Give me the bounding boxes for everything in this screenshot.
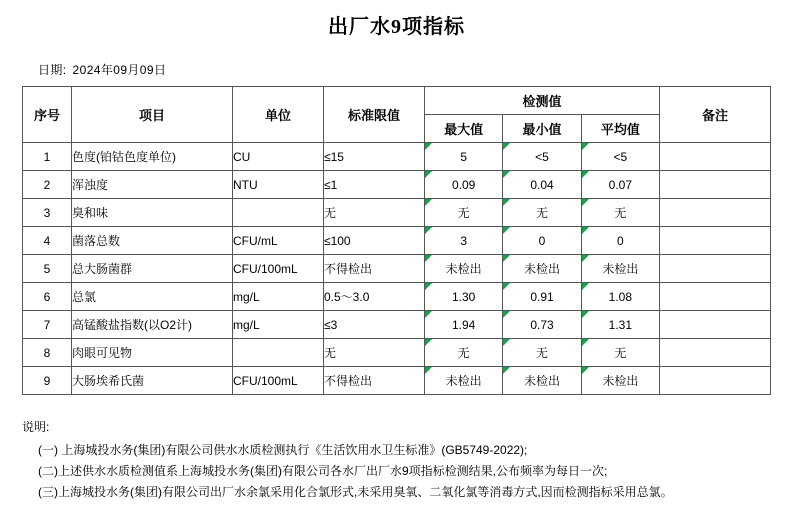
cell-max: 无 xyxy=(425,199,503,227)
cell-avg: 无 xyxy=(581,199,659,227)
cell-limit: 无 xyxy=(324,199,425,227)
cell-no: 2 xyxy=(23,171,72,199)
table-head xyxy=(23,87,771,143)
cell-max: 3 xyxy=(425,227,503,255)
cell-max: 0.09 xyxy=(425,171,503,199)
cell-max: 未检出 xyxy=(425,255,503,283)
cell-avg: 1.08 xyxy=(581,283,659,311)
header-avg: 平均值 xyxy=(581,115,659,143)
cell-item: 色度(铂钴色度单位) xyxy=(72,143,233,171)
cell-no: 5 xyxy=(23,255,72,283)
header-limit: 标准限值 xyxy=(324,87,425,143)
header-remark: 备注 xyxy=(660,87,771,143)
cell-item: 菌落总数 xyxy=(72,227,233,255)
cell-min: <5 xyxy=(503,143,581,171)
cell-remark xyxy=(660,367,771,395)
cell-min: 0.04 xyxy=(503,171,581,199)
cell-remark xyxy=(660,339,771,367)
header-unit: 单位 xyxy=(233,87,324,143)
cell-unit: CFU/100mL xyxy=(233,367,324,395)
cell-item: 大肠埃希氏菌 xyxy=(72,367,233,395)
date-value: 2024年09月09日 xyxy=(72,63,167,77)
cell-limit: 不得检出 xyxy=(324,367,425,395)
header-min: 最小值 xyxy=(503,115,581,143)
table-row xyxy=(23,199,771,227)
cell-no: 7 xyxy=(23,311,72,339)
cell-remark xyxy=(660,171,771,199)
cell-item: 高锰酸盐指数(以O2计) xyxy=(72,311,233,339)
cell-unit: NTU xyxy=(233,171,324,199)
cell-avg: 0 xyxy=(581,227,659,255)
cell-item: 浑浊度 xyxy=(72,171,233,199)
table-header-row-1 xyxy=(23,87,771,115)
report-table xyxy=(22,86,771,395)
cell-unit: CU xyxy=(233,143,324,171)
table-row xyxy=(23,255,771,283)
cell-no: 3 xyxy=(23,199,72,227)
cell-min: 未检出 xyxy=(503,255,581,283)
cell-limit: 无 xyxy=(324,339,425,367)
cell-avg: <5 xyxy=(581,143,659,171)
page-title: 出厂水9项指标 xyxy=(328,16,465,38)
cell-remark xyxy=(660,283,771,311)
cell-min: 0.91 xyxy=(503,283,581,311)
cell-avg: 未检出 xyxy=(581,255,659,283)
date-label: 日期: xyxy=(38,63,67,77)
cell-min: 无 xyxy=(503,339,581,367)
cell-avg: 1.31 xyxy=(581,311,659,339)
cell-max: 未检出 xyxy=(425,367,503,395)
cell-avg: 未检出 xyxy=(581,367,659,395)
cell-unit xyxy=(233,339,324,367)
cell-avg: 0.07 xyxy=(581,171,659,199)
header-max: 最大值 xyxy=(425,115,503,143)
cell-remark xyxy=(660,227,771,255)
cell-no: 8 xyxy=(23,339,72,367)
table-row xyxy=(23,311,771,339)
cell-limit: 不得检出 xyxy=(324,255,425,283)
note-line-1: (一) 上海城投水务(集团)有限公司供水水质检测执行《生活饮用水卫生标准》(GB5749-2022); xyxy=(38,443,528,457)
note-line-2: (二)上述供水水质检测值系上海城投水务(集团)有限公司各水厂出厂水9项指标检测结果,公布频率为每日一次; xyxy=(38,464,608,478)
cell-avg: 无 xyxy=(581,339,659,367)
cell-min: 0 xyxy=(503,227,581,255)
cell-unit: mg/L xyxy=(233,311,324,339)
table-body xyxy=(23,143,771,395)
table-row xyxy=(23,339,771,367)
header-detected: 检测值 xyxy=(425,87,660,115)
table-row xyxy=(23,171,771,199)
table-row xyxy=(23,143,771,171)
report-table-wrap xyxy=(22,86,771,395)
cell-max: 无 xyxy=(425,339,503,367)
cell-no: 4 xyxy=(23,227,72,255)
header-item: 项目 xyxy=(72,87,233,143)
cell-unit: mg/L xyxy=(233,283,324,311)
table-row xyxy=(23,367,771,395)
notes-section xyxy=(22,417,793,503)
cell-item: 臭和味 xyxy=(72,199,233,227)
cell-max: 1.30 xyxy=(425,283,503,311)
cell-remark xyxy=(660,199,771,227)
header-no: 序号 xyxy=(23,87,72,143)
cell-unit: CFU/100mL xyxy=(233,255,324,283)
cell-limit: ≤100 xyxy=(324,227,425,255)
cell-unit xyxy=(233,199,324,227)
cell-remark xyxy=(660,143,771,171)
cell-limit: 0.5～3.0 xyxy=(324,283,425,311)
cell-no: 6 xyxy=(23,283,72,311)
document-page xyxy=(0,10,793,520)
cell-limit: ≤1 xyxy=(324,171,425,199)
cell-unit: CFU/mL xyxy=(233,227,324,255)
cell-no: 1 xyxy=(23,143,72,171)
cell-item: 肉眼可见物 xyxy=(72,339,233,367)
cell-remark xyxy=(660,311,771,339)
cell-max: 1.94 xyxy=(425,311,503,339)
table-row xyxy=(23,227,771,255)
cell-item: 总氯 xyxy=(72,283,233,311)
date-row xyxy=(38,61,793,78)
cell-limit: ≤3 xyxy=(324,311,425,339)
cell-min: 无 xyxy=(503,199,581,227)
notes-title: 说明: xyxy=(22,420,50,434)
table-row xyxy=(23,283,771,311)
cell-min: 0.73 xyxy=(503,311,581,339)
cell-item: 总大肠菌群 xyxy=(72,255,233,283)
cell-remark xyxy=(660,255,771,283)
cell-max: 5 xyxy=(425,143,503,171)
cell-min: 未检出 xyxy=(503,367,581,395)
cell-no: 9 xyxy=(23,367,72,395)
cell-limit: ≤15 xyxy=(324,143,425,171)
note-line-3: (三)上海城投水务(集团)有限公司出厂水余氯采用化合氯形式,未采用臭氧、二氧化氯等消毒方式,因而检测指标采用总氯。 xyxy=(38,485,673,499)
